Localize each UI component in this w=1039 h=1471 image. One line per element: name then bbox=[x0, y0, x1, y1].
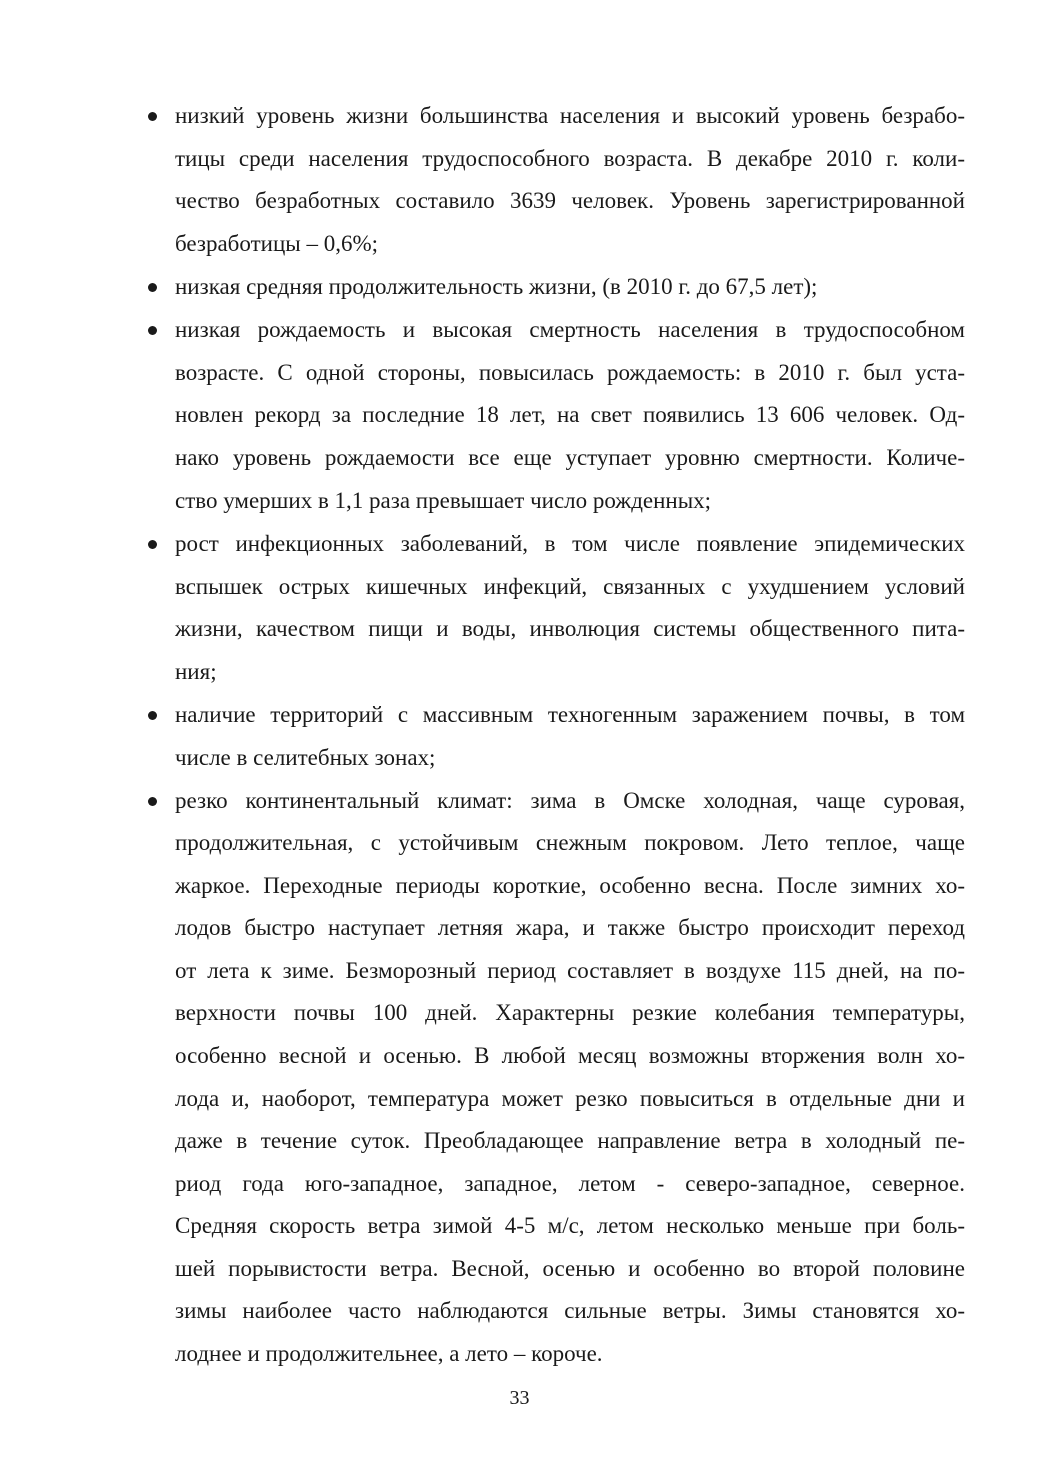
text-line: риод года юго-западное, западное, летом - северо-западное, северное. bbox=[175, 1171, 965, 1196]
text-line: вспышек острых кишечных инфекций, связанных с ухудшением условий bbox=[175, 574, 965, 599]
text-line: низкая рождаемость и высокая смертность населения в трудоспособном bbox=[175, 317, 965, 342]
text-line: низкая средняя продолжительность жизни, (в 2010 г. до 67,5 лет); bbox=[175, 274, 818, 299]
text-line: нако уровень рождаемости все еще уступает уровню смертности. Количе- bbox=[175, 445, 965, 470]
text-line: чество безработных составило 3639 человек. Уровень зарегистрированной bbox=[175, 188, 965, 213]
text-line: безработицы – 0,6%; bbox=[175, 231, 379, 256]
text-line: жаркое. Переходные периоды короткие, особенно весна. После зимних хо- bbox=[175, 873, 965, 898]
bullet-marker bbox=[148, 112, 157, 121]
page-number: 33 bbox=[509, 1387, 530, 1409]
text-line: резко континентальный климат: зима в Омске холодная, чаще суровая, bbox=[175, 788, 965, 813]
text-line: низкий уровень жизни большинства населения и высокий уровень безрабо- bbox=[175, 103, 965, 128]
text-line: продолжительная, с устойчивым снежным покровом. Лето теплое, чаще bbox=[175, 830, 965, 855]
text-line: возрасте. С одной стороны, повысилась рождаемость: в 2010 г. был уста- bbox=[175, 360, 965, 385]
bullet-marker bbox=[148, 326, 157, 335]
text-line: ство умерших в 1,1 раза превышает число рожденных; bbox=[175, 488, 712, 513]
text-line: лода и, наоборот, температура может резко повыситься в отдельные дни и bbox=[175, 1086, 965, 1111]
bullet-marker bbox=[148, 540, 157, 549]
bullet-marker bbox=[148, 797, 157, 806]
text-line: лодов быстро наступает летняя жара, и также быстро происходит переход bbox=[175, 915, 965, 940]
text-line: рост инфекционных заболеваний, в том числе появление эпидемических bbox=[175, 531, 965, 556]
text-line: особенно весной и осенью. В любой месяц возможны вторжения волн хо- bbox=[175, 1043, 965, 1068]
text-line: тицы среди населения трудоспособного возраста. В декабре 2010 г. коли- bbox=[175, 146, 965, 171]
text-line: верхности почвы 100 дней. Характерны резкие колебания температуры, bbox=[175, 1000, 965, 1025]
bullet-marker bbox=[148, 711, 157, 720]
bullet-marker bbox=[148, 283, 157, 292]
text-line: числе в селитебных зонах; bbox=[175, 745, 436, 770]
text-line: шей порывистости ветра. Весной, осенью и особенно во второй половине bbox=[175, 1256, 965, 1281]
text-line: даже в течение суток. Преобладающее направление ветра в холодный пе- bbox=[175, 1128, 965, 1153]
text-line: ния; bbox=[175, 659, 217, 684]
text-line: лоднее и продолжительнее, а лето – короче. bbox=[175, 1341, 603, 1366]
text-line: новлен рекорд за последние 18 лет, на свет появились 13 606 человек. Од- bbox=[175, 402, 965, 427]
text-line: Средняя скорость ветра зимой 4-5 м/с, летом несколько меньше при боль- bbox=[175, 1213, 965, 1238]
text-line: наличие территорий с массивным техногенным заражением почвы, в том bbox=[175, 702, 965, 727]
text-line: зимы наиболее часто наблюдаются сильные ветры. Зимы становятся хо- bbox=[175, 1298, 965, 1323]
text-line: жизни, качеством пищи и воды, инволюция системы общественного пита- bbox=[175, 616, 965, 641]
text-line: от лета к зиме. Безморозный период составляет в воздухе 115 дней, на по- bbox=[175, 958, 965, 983]
